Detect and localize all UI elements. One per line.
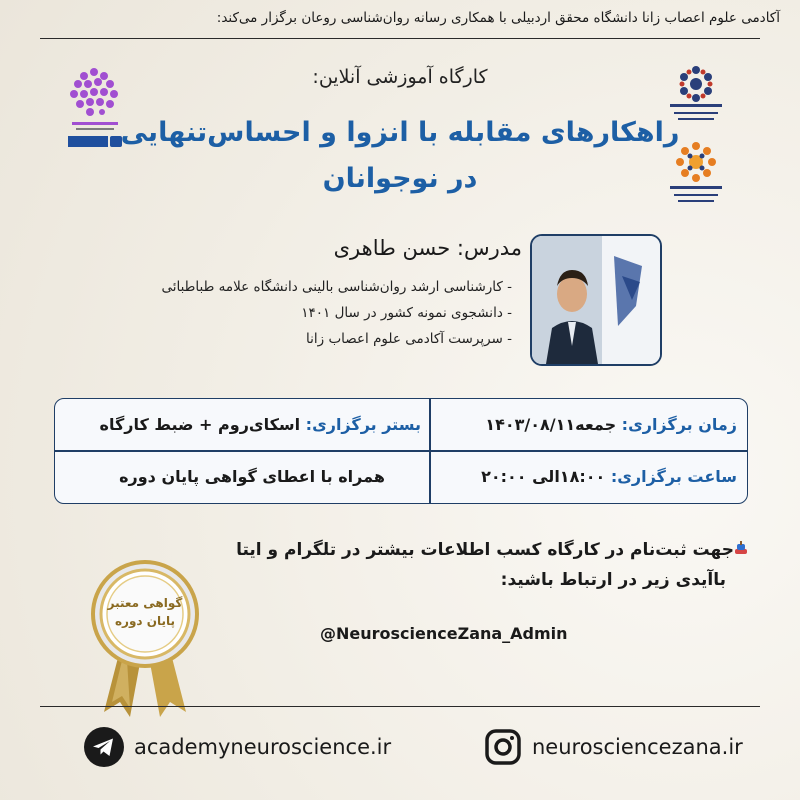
admin-id[interactable]: @NeuroscienceZana_Admin <box>320 624 568 643</box>
instructor-photo <box>530 234 662 366</box>
pin-icon <box>732 540 750 558</box>
telegram-text[interactable]: academyneuroscience.ir <box>134 735 392 759</box>
registration-line2: باآیدی زیر در ارتباط باشید: <box>500 570 726 590</box>
instagram-link[interactable] <box>484 727 743 767</box>
date-cell <box>485 399 737 451</box>
telegram-icon <box>84 727 124 767</box>
time-value: ۱۸:۰۰الی ۲۰:۰۰ <box>481 467 611 486</box>
platform-value: اسکای‌روم + ضبط کارگاه <box>99 415 306 434</box>
platform-label: بستر برگزاری: <box>305 415 421 434</box>
workshop-title-line2: در نوجوانان <box>322 163 478 194</box>
instructor-bullets <box>161 274 512 352</box>
certificate-badge <box>80 552 210 722</box>
info-table <box>54 398 748 504</box>
telegram-link[interactable] <box>84 727 391 767</box>
workshop-title <box>0 110 800 202</box>
registration-line1: جهت ثبت‌نام در کارگاه کسب اطلاعات بیشتر در تلگرام و ایتا <box>236 540 734 560</box>
instructor-bullet: - کارشناسی ارشد روان‌شناسی بالینی دانشگاه علامه طباطبائی <box>161 279 512 295</box>
workshop-type: کارگاه آموزشی آنلاین: <box>312 66 488 88</box>
instagram-text[interactable]: neurosciencezana.ir <box>532 735 743 759</box>
certificate-cell: همراه با اعطای گواهی پایان دوره <box>119 467 385 486</box>
instructor-bullet: - سرپرست آکادمی علوم اعصاب زانا <box>306 331 512 347</box>
platform-cell <box>100 399 422 451</box>
time-label: ساعت برگزاری: <box>610 467 737 486</box>
badge-line2: پایان دوره <box>114 614 176 628</box>
workshop-title-line1: راهکارهای مقابله با انزوا و احساس‌تنهایی <box>120 117 680 148</box>
badge-line1: گواهی معتبر <box>107 596 183 610</box>
top-divider <box>40 38 760 39</box>
bottom-divider <box>40 706 760 707</box>
instructor-name: مدرس: حسن طاهری <box>333 236 522 260</box>
date-label: زمان برگزاری: <box>621 415 737 434</box>
time-cell <box>481 451 737 503</box>
date-value: جمعه۱۴۰۳/۰۸/۱۱ <box>485 415 622 434</box>
instructor-bullet: - دانشجوی نمونه کشور در سال ۱۴۰۱ <box>301 305 512 321</box>
organizers-text: آکادمی علوم اعصاب زانا دانشگاه محقق اردبیلی با همکاری رسانه روان‌شناسی روعان برگزار می‌کند: <box>216 10 780 26</box>
instagram-icon <box>484 728 522 766</box>
